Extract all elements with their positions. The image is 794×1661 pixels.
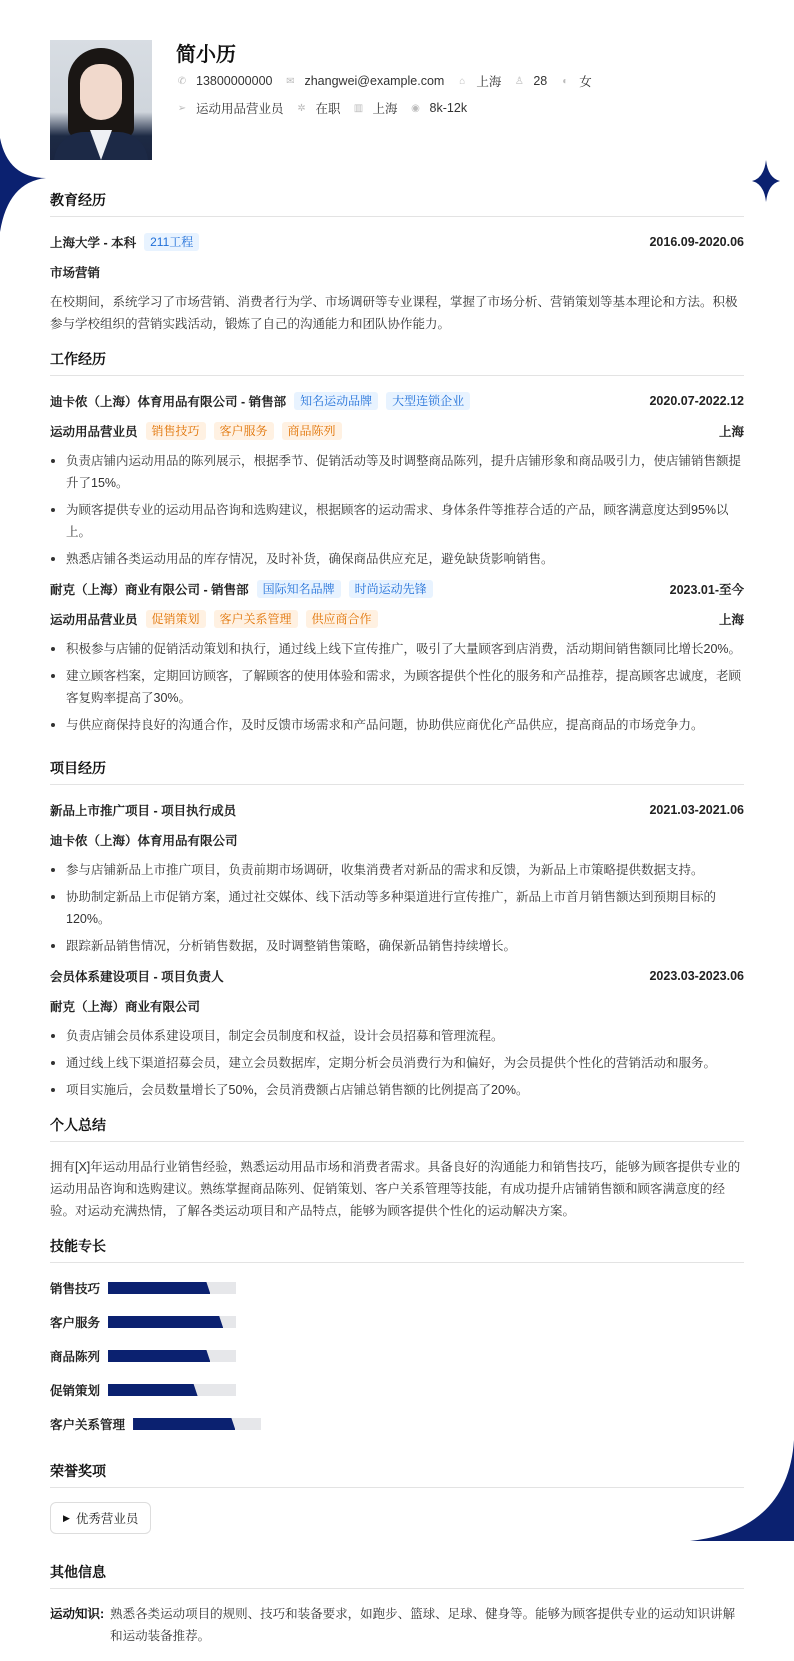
skill-item: [50, 1277, 403, 1299]
project-header-row: [50, 799, 744, 821]
skill-tag: 客户服务: [214, 422, 274, 440]
work-city: 上海: [718, 613, 744, 627]
section-title: 技能专长: [50, 1236, 744, 1263]
section-title: 荣誉奖项: [50, 1461, 744, 1488]
skill-bar: [108, 1282, 236, 1294]
home-icon: ⌂: [459, 75, 466, 87]
role: 运动用品营业员: [50, 613, 138, 627]
skill-item: [50, 1311, 403, 1333]
project-bullets: [50, 1025, 744, 1101]
bullet: 熟悉店铺各类运动用品的库存情况，及时补货，确保商品供应充足，避免缺货影响销售。: [50, 548, 744, 570]
skill-bar-fill: [108, 1282, 210, 1294]
skill-item: [50, 1379, 403, 1401]
work-section: [50, 349, 744, 736]
skill-bar-fill: [133, 1418, 235, 1430]
skill-name: 销售技巧: [50, 1282, 101, 1296]
major: 市场营销: [50, 266, 101, 280]
status-icon: ✲: [297, 102, 306, 114]
company-tag: 知名运动品牌: [294, 392, 378, 410]
work-company-group: [50, 392, 470, 410]
summary-text: 拥有[X]年运动用品行业销售经验，熟悉运动用品市场和消费者需求。具备良好的沟通能力和销售技巧，能够为顾客提供专业的运动用品咨询和选购建议。熟练掌握商品陈列、促销策划、客户关系管理等技能，有成功提升店铺销售额和顾客满意度的经验。对运动充满热情，了解各类运动项目和产品特点，能够为顾客提供个性化的运动解决方案。: [50, 1160, 741, 1218]
age: 28: [533, 74, 548, 88]
work-bullets: [50, 638, 744, 736]
bullet: 项目实施后，会员数量增长了50%，会员消费额占店铺总销售额的比例提高了20%。: [50, 1079, 744, 1101]
work-company-group: [50, 580, 433, 598]
skill-tag: 供应商合作: [306, 610, 378, 628]
project-company-row: [50, 829, 744, 851]
triangle-icon: ▶: [63, 1512, 70, 1523]
job-status: 在职: [315, 102, 341, 116]
work-date: 2023.01-至今: [669, 583, 744, 597]
skill-tag: 销售技巧: [146, 422, 206, 440]
right-star-icon: [750, 160, 782, 202]
company-tag: 时尚运动先锋: [349, 580, 433, 598]
work-role-group: [50, 422, 342, 440]
skills-section: [50, 1236, 744, 1447]
work-role-row: [50, 608, 744, 630]
award-label: 优秀营业员: [75, 1512, 139, 1526]
bullet: 为顾客提供专业的运动用品咨询和选购建议，根据顾客的运动需求、身体条件等推荐合适的产品，顾客满意度达到95%以上。: [50, 499, 744, 543]
skill-name: 商品陈列: [50, 1350, 101, 1364]
bullet: 建立顾客档案，定期回访顾客，了解顾客的使用体验和需求，为顾客提供个性化的服务和产品推荐，提高顾客忠诚度，老顾客复购率提高了30%。: [50, 665, 744, 709]
project-name: 新品上市推广项目 - 项目执行成员: [50, 804, 237, 818]
bullet: 积极参与店铺的促销活动策划和执行，通过线上线下宣传推广，吸引了大量顾客到店消费，活动期间销售额同比增长20%。: [50, 638, 744, 660]
skill-item: [50, 1413, 403, 1435]
bullet: 与供应商保持良好的沟通合作，及时反馈市场需求和产品问题，协助供应商优化产品供应，提高商品的市场竞争力。: [50, 714, 744, 736]
project-company: 耐克（上海）商业有限公司: [50, 1000, 201, 1014]
work-header-row: [50, 578, 744, 600]
skill-bar-fill: [108, 1316, 223, 1328]
section-title: 其他信息: [50, 1562, 744, 1589]
skill-tag: 促销策划: [146, 610, 206, 628]
city: 上海: [476, 75, 502, 89]
project-company: 迪卡侬（上海）体育用品有限公司: [50, 834, 238, 848]
job-title: 运动用品营业员: [196, 102, 284, 116]
salary-icon: ◉: [411, 102, 420, 114]
skill-bar: [108, 1316, 236, 1328]
skill-tag: 商品陈列: [282, 422, 342, 440]
summary-section: [50, 1115, 744, 1222]
work-header-row: [50, 390, 744, 412]
contact-info-row: [176, 72, 604, 90]
skill-bar-fill: [108, 1384, 198, 1396]
award-item: [50, 1502, 151, 1534]
phone-icon: ✆: [177, 75, 187, 87]
skill-bar: [108, 1350, 236, 1362]
awards-section: [50, 1461, 744, 1548]
other-text: 熟悉各类运动项目的规则、技巧和装备要求，如跑步、篮球、足球、健身等。能够为顾客提供专业的运动知识讲解和运动装备推荐。: [110, 1607, 736, 1643]
school-tag: 211工程: [144, 233, 199, 251]
section-title: 教育经历: [50, 190, 744, 217]
work-bullets: [50, 450, 744, 570]
job-intent-row: [176, 99, 479, 117]
candidate-name: 简小历: [176, 44, 236, 66]
company-tag: 国际知名品牌: [257, 580, 341, 598]
skill-bar: [108, 1384, 236, 1396]
bullet: 负责店铺会员体系建设项目，制定会员制度和权益，设计会员招募和管理流程。: [50, 1025, 744, 1047]
other-section: [50, 1562, 744, 1647]
section-title: 工作经历: [50, 349, 744, 376]
work-role-group: [50, 610, 378, 628]
gender-icon: ◐: [562, 75, 569, 87]
skill-bar-fill: [108, 1350, 210, 1362]
section-title: 项目经历: [50, 758, 744, 785]
bullet: 跟踪新品销售情况，分析销售数据，及时调整销售策略，确保新品销售持续增长。: [50, 935, 744, 957]
project-date: 2021.03-2021.06: [649, 803, 744, 817]
project-bullets: [50, 859, 744, 957]
company: 耐克（上海）商业有限公司 - 销售部: [50, 583, 249, 597]
work-city: 上海: [718, 425, 744, 439]
edu-date: 2016.09-2020.06: [649, 235, 744, 249]
target-city: 上海: [372, 102, 398, 116]
age-icon: ♙: [514, 75, 524, 87]
send-icon: ➢: [177, 102, 187, 114]
education-section: [50, 190, 744, 335]
role: 运动用品营业员: [50, 425, 138, 439]
phone: 13800000000: [196, 74, 273, 88]
gender: 女: [579, 75, 592, 89]
skill-item: [50, 1345, 403, 1367]
project-company-row: [50, 995, 744, 1017]
other-label: 运动知识:: [50, 1607, 105, 1621]
mail-icon: ✉: [286, 75, 295, 87]
school: 上海大学 - 本科: [50, 236, 137, 250]
bullet: 参与店铺新品上市推广项目，负责前期市场调研，收集消费者对新品的需求和反馈，为新品上市策略提供数据支持。: [50, 859, 744, 881]
skill-bar: [133, 1418, 261, 1430]
edu-desc: 在校期间，系统学习了市场营销、消费者行为学、市场调研等专业课程，掌握了市场分析、营销策划等基本理论和方法。积极参与学校组织的营销实践活动，锻炼了自己的沟通能力和团队协作能力。: [50, 295, 738, 331]
skill-tag: 客户关系管理: [214, 610, 298, 628]
company-tag: 大型连锁企业: [386, 392, 470, 410]
bullet: 协助制定新品上市促销方案，通过社交媒体、线下活动等多种渠道进行宣传推广，新品上市首月销售额达到预期目标的120%。: [50, 886, 744, 930]
project-name: 会员体系建设项目 - 项目负责人: [50, 970, 224, 984]
skill-name: 客户关系管理: [50, 1418, 126, 1432]
section-title: 个人总结: [50, 1115, 744, 1142]
work-date: 2020.07-2022.12: [649, 394, 744, 408]
project-section: [50, 758, 744, 1101]
work-role-row: [50, 420, 744, 442]
building-icon: ▥: [353, 102, 364, 114]
project-header-row: [50, 965, 744, 987]
bullet: 负责店铺内运动用品的陈列展示，根据季节、促销活动等及时调整商品陈列，提升店铺形象和商品吸引力，使店铺销售额提升了15%。: [50, 450, 744, 494]
company: 迪卡侬（上海）体育用品有限公司 - 销售部: [50, 395, 287, 409]
email: zhangwei@example.com: [304, 74, 445, 88]
project-date: 2023.03-2023.06: [649, 969, 744, 983]
skill-name: 客户服务: [50, 1316, 101, 1330]
avatar: [50, 40, 152, 160]
skill-name: 促销策划: [50, 1384, 101, 1398]
bullet: 通过线上线下渠道招募会员，建立会员数据库，定期分析会员消费行为和偏好，为会员提供个性化的营销活动和服务。: [50, 1052, 744, 1074]
salary: 8k-12k: [429, 101, 468, 115]
